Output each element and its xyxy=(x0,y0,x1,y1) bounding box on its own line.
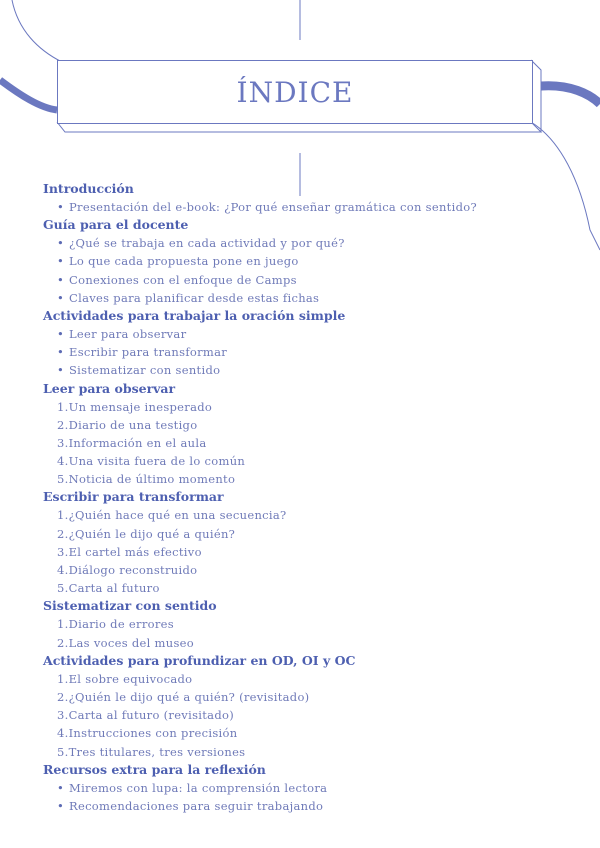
toc-entry-label: Información en el aula xyxy=(68,435,207,450)
toc-entry[interactable] xyxy=(43,470,563,488)
toc-entry[interactable] xyxy=(43,325,563,343)
toc-entry[interactable] xyxy=(43,779,563,797)
toc-entry-label: Leer para observar xyxy=(69,326,187,341)
toc-entry[interactable] xyxy=(43,398,563,416)
toc-entry-label: Un mensaje inesperado xyxy=(68,399,213,414)
toc-entry-label: Las voces del museo xyxy=(68,635,194,650)
toc-entry[interactable] xyxy=(43,706,563,724)
bullet-icon: • xyxy=(57,254,65,269)
toc-entry-label: ¿Qué se trabaja en cada actividad y por qué? xyxy=(69,236,345,251)
bullet-icon: • xyxy=(57,200,65,214)
section-heading[interactable]: Sistematizar con sentido xyxy=(43,598,217,614)
toc-entry-label: Una visita fuera de lo común xyxy=(68,454,246,469)
toc-entry[interactable] xyxy=(43,452,563,470)
item-number: 2. xyxy=(57,526,69,541)
numbered-list xyxy=(43,506,563,597)
toc-entry[interactable] xyxy=(43,198,563,216)
toc-entry-label: Carta al futuro xyxy=(68,581,160,596)
section-heading[interactable]: Guía para el docente xyxy=(43,217,189,233)
item-number: 5. xyxy=(57,744,69,759)
numbered-list xyxy=(43,670,563,761)
toc-entry-label: Lo que cada propuesta pone en juego xyxy=(69,254,299,269)
toc-entry[interactable] xyxy=(43,743,563,761)
bullet-icon: • xyxy=(57,236,65,251)
item-number: 2. xyxy=(57,635,69,650)
section-heading[interactable]: Leer para observar xyxy=(43,380,176,396)
item-number: 1. xyxy=(57,399,69,414)
numbered-list xyxy=(43,615,563,651)
toc-entry[interactable] xyxy=(43,434,563,452)
item-number: 3. xyxy=(57,708,69,723)
toc-entry-label: ¿Quién hace qué en una secuencia? xyxy=(68,508,287,523)
item-number: 2. xyxy=(57,689,69,704)
item-number: 5. xyxy=(57,472,69,487)
item-number: 4. xyxy=(57,726,69,741)
index-title-box xyxy=(57,60,533,124)
bullet-icon: • xyxy=(57,798,65,813)
bullet-list xyxy=(43,779,563,815)
section-heading[interactable]: Actividades para profundizar en OD, OI y OC xyxy=(43,652,356,668)
toc-entry[interactable] xyxy=(43,252,563,270)
toc-entry-label: Claves para planificar desde estas fichas xyxy=(69,290,320,305)
item-number: 4. xyxy=(57,563,69,577)
toc-entry-label: ¿Quién le dijo qué a quién? (revisitado) xyxy=(68,689,310,704)
toc-entry[interactable] xyxy=(43,634,563,652)
toc-entry[interactable] xyxy=(43,506,563,524)
item-number: 3. xyxy=(57,544,69,559)
toc-entry-label: Diario de una testigo xyxy=(68,417,198,432)
toc-entry[interactable] xyxy=(43,579,563,597)
toc-entry[interactable] xyxy=(43,561,563,579)
toc-entry[interactable] xyxy=(43,416,563,434)
toc-entry[interactable] xyxy=(43,543,563,561)
toc-entry-label: Diario de errores xyxy=(68,617,174,632)
toc-entry[interactable] xyxy=(43,271,563,289)
toc-entry-label: Miremos con lupa: la comprensión lectora xyxy=(69,780,328,795)
toc-entry-label: ¿Quién le dijo qué a quién? xyxy=(68,526,236,541)
toc-entry[interactable] xyxy=(43,361,563,379)
bullet-list xyxy=(43,325,563,380)
bullet-icon: • xyxy=(57,780,65,795)
bullet-icon: • xyxy=(57,326,65,341)
toc-entry-label: Noticia de último momento xyxy=(68,472,236,487)
toc-entry-label: Escribir para transformar xyxy=(69,345,228,360)
section-heading[interactable]: Introducción xyxy=(43,181,134,196)
bullet-list xyxy=(43,198,563,216)
section-heading[interactable]: Recursos extra para la reflexión xyxy=(43,761,266,777)
toc-entry-label: Tres titulares, tres versiones xyxy=(68,744,246,759)
section-heading[interactable]: Escribir para transformar xyxy=(43,489,224,505)
numbered-list xyxy=(43,398,563,489)
toc-entry[interactable] xyxy=(43,670,563,688)
item-number: 4. xyxy=(57,454,69,469)
toc-entry[interactable] xyxy=(43,525,563,543)
toc-entry-label: Diálogo reconstruido xyxy=(68,563,198,577)
toc-entry-label: Recomendaciones para seguir trabajando xyxy=(69,798,324,813)
toc-entry[interactable] xyxy=(43,724,563,742)
item-number: 1. xyxy=(57,508,69,523)
toc-entry-label: Carta al futuro (revisitado) xyxy=(68,708,235,723)
toc-entry-label: Presentación del e-book: ¿Por qué enseñar gramática con sentido? xyxy=(69,200,477,214)
item-number: 2. xyxy=(57,417,69,432)
toc-entry[interactable] xyxy=(43,615,563,633)
bullet-icon: • xyxy=(57,272,65,287)
item-number: 1. xyxy=(57,617,69,632)
bullet-icon: • xyxy=(57,345,65,360)
bullet-icon: • xyxy=(57,363,65,378)
toc-entry-label: El sobre equivocado xyxy=(68,671,193,686)
section-heading[interactable]: Actividades para trabajar la oración simple xyxy=(43,307,346,323)
toc-entry-label: Sistematizar con sentido xyxy=(69,363,221,378)
toc-entry-label: El cartel más efectivo xyxy=(68,544,202,559)
toc-entry[interactable] xyxy=(43,797,563,815)
toc-entry[interactable] xyxy=(43,688,563,706)
toc-entry-label: Conexiones con el enfoque de Camps xyxy=(69,272,297,287)
item-number: 3. xyxy=(57,435,69,450)
bullet-list xyxy=(43,234,563,307)
toc-entry-label: Instrucciones con precisión xyxy=(68,726,238,741)
page-title: ÍNDICE xyxy=(236,75,354,109)
toc-entry[interactable] xyxy=(43,289,563,307)
table-of-contents xyxy=(43,180,563,815)
bullet-icon: • xyxy=(57,290,65,305)
toc-entry[interactable] xyxy=(43,343,563,361)
item-number: 5. xyxy=(57,581,69,596)
toc-entry[interactable] xyxy=(43,234,563,252)
item-number: 1. xyxy=(57,671,69,686)
